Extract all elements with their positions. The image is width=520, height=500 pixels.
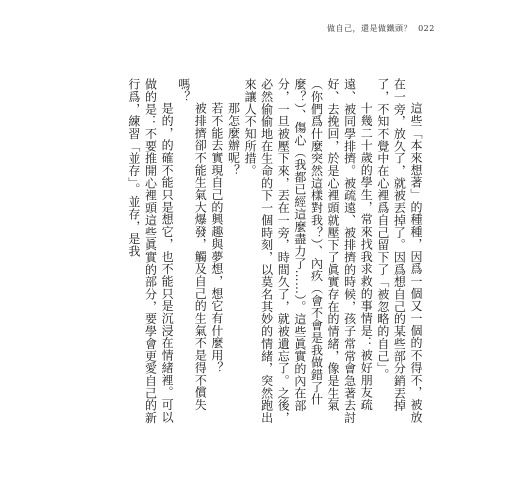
page-number: 022 — [418, 24, 435, 33]
header-title: 做自己，還是做鐵頭？ — [327, 24, 412, 33]
paragraph: 十幾二十歲的學生，常來找我求救的事情是：被好朋友疏遠、被同學排擠。被疏遠、被排擠的時候，孩子常常會急著去討好、去挽回，於是心裡頭就壓下了眞實存在的情緒，像是生氣（你們爲什麼突然這樣對我？）、內疚（會不會是我做錯了什麼？）、傷心（我都已經這麼盡力了……）。這些眞實的內在部分，一旦被壓下來，丟在一旁，時間久了，就被遺忘了。之後，必然偷偷地在生命的下一個時刻，以莫名其妙的情緒，突然跑出來讓人不知所措。 — [243, 78, 374, 424]
paragraph: 那怎麼辦呢？ — [226, 102, 241, 177]
paragraph: 被排擠卻不能生氣大爆發，觸及自己的生氣不是得不償失嗎？ — [176, 78, 208, 411]
paragraph: 這些「本來想著」的種種，因爲一個又一個的不得不，被放在一旁，放久了，就被丟掉了。因爲想自己的某些部分銷丟掉了，不知不覺中在心裡爲自己留下了「被忽略的自己」。 — [375, 78, 423, 424]
paragraph: 是的，的確不能只是想它，也不能只是沉浸在情緒裡。可以做的是：不要推開心裡頭這些眞實的部分，要學會更愛自己的新行爲，練習「並存」。並存，是我 — [126, 78, 175, 424]
running-header — [327, 23, 435, 34]
paragraph: 若不能去實現自己的興趣與夢想，想它有什麼用？ — [209, 102, 224, 374]
vertical-body-text — [104, 78, 424, 430]
